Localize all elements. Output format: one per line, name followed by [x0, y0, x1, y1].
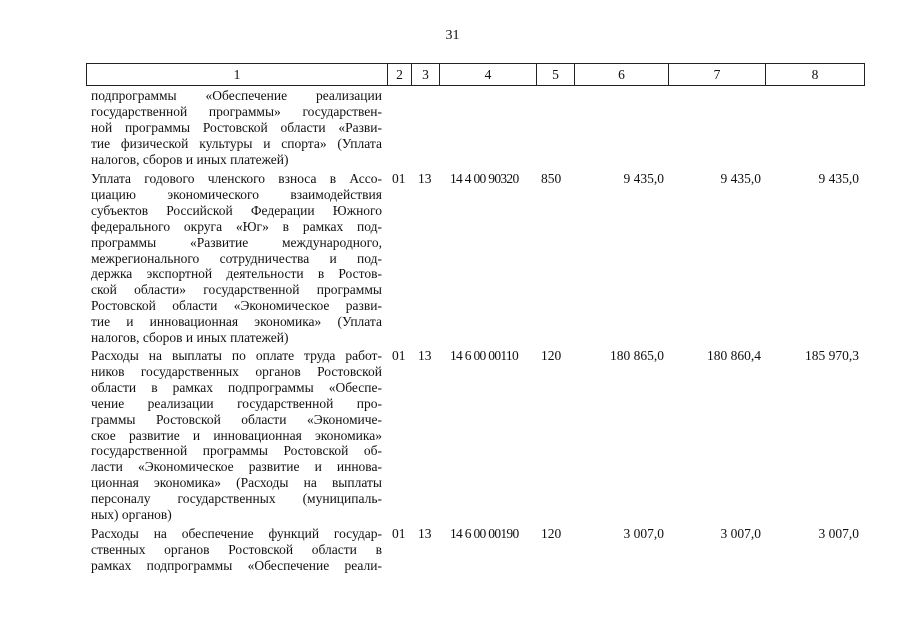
row-description [91, 348, 382, 523]
page-number: 31 [445, 28, 460, 43]
description-line: рамках подпрограммы «Обеспечение реали- [91, 557, 382, 573]
description-line: Расходы на выплаты по оплате труда работ- [91, 348, 382, 363]
table-header [86, 63, 865, 86]
expense-type-code: 120 [541, 526, 562, 541]
description-line: ской области» государственной программы [91, 282, 382, 298]
section-code: 01 [392, 526, 406, 541]
description-line: межрегионального сотрудничества и под- [91, 250, 382, 266]
description-line: ласти «Экономическое развитие и иннова- [91, 459, 382, 475]
description-line: налогов, сборов и иных платежей) [91, 151, 289, 167]
description-line: государственной программы Ростовской об- [91, 443, 382, 459]
amount-col-7: 180 860,4 [707, 348, 761, 363]
amount-col-6: 9 435,0 [623, 171, 664, 186]
amount-col-6: 180 865,0 [610, 348, 664, 363]
amount-col-7: 3 007,0 [720, 526, 761, 541]
description-line: программы «Развитие международного, [91, 234, 382, 250]
header-col-4: 4 [439, 64, 536, 85]
description-line: Расходы на обеспечение функций государ- [91, 526, 382, 541]
header-col-3: 3 [411, 64, 439, 85]
row-description [91, 526, 382, 574]
subsection-code: 13 [418, 171, 432, 186]
description-line: Ростовской области «Экономическое разви- [91, 298, 382, 314]
header-col-7: 7 [668, 64, 765, 85]
description-line: области в рамках подпрограммы «Обеспе- [91, 379, 382, 395]
description-line: Уплата годового членского взноса в Ассо- [91, 171, 382, 186]
header-col-5: 5 [536, 64, 574, 85]
description-line: персоналу государственных (муниципаль- [91, 491, 382, 507]
header-col-1: 1 [233, 67, 241, 82]
row-description [91, 171, 382, 346]
description-line: ных) органов) [91, 507, 172, 523]
row-description [91, 88, 382, 168]
description-line: граммы Ростовской области «Экономиче- [91, 411, 382, 427]
target-article-code: 14 4 00 90320 [450, 171, 519, 186]
description-line: ственных органов Ростовской области в [91, 541, 382, 557]
description-line: циацию экономического взаимодействия [91, 186, 382, 202]
description-line: ционная экономика» (Расходы на выплаты [91, 475, 382, 491]
amount-col-6: 3 007,0 [623, 526, 664, 541]
amount-col-8: 185 970,3 [805, 348, 859, 363]
description-line: ной программы Ростовской области «Разви- [91, 119, 382, 135]
header-col-2: 2 [387, 64, 411, 85]
description-line: тие физической культуры и спорта» (Уплата [91, 135, 382, 151]
expense-type-code: 120 [541, 348, 562, 363]
description-line: государственной программы» государствен- [91, 103, 382, 119]
description-line: ское развитие и инновационная экономика» [91, 427, 382, 443]
target-article-code: 14 6 00 00190 [450, 526, 519, 541]
description-line: держка экспортной деятельности в Ростов- [91, 266, 382, 282]
amount-col-7: 9 435,0 [720, 171, 761, 186]
description-line: субъектов Российской Федерации Южного [91, 202, 382, 218]
expense-type-code: 850 [541, 171, 562, 186]
description-line: тие и инновационная экономика» (Уплата [91, 314, 382, 330]
description-line: чение реализации государственной про- [91, 395, 382, 411]
subsection-code: 13 [418, 348, 432, 363]
header-col-6: 6 [574, 64, 668, 85]
description-line: ников государственных органов Ростовской [91, 363, 382, 379]
header-col-8: 8 [765, 64, 864, 85]
amount-col-8: 9 435,0 [818, 171, 859, 186]
section-code: 01 [392, 348, 406, 363]
description-line: налогов, сборов и иных платежей) [91, 330, 289, 346]
amount-col-8: 3 007,0 [818, 526, 859, 541]
section-code: 01 [392, 171, 406, 186]
subsection-code: 13 [418, 526, 432, 541]
description-line: подпрограммы «Обеспечение реализации [91, 88, 382, 103]
description-line: федерального округа «Юг» в рамках под- [91, 218, 382, 234]
target-article-code: 14 6 00 00110 [450, 348, 519, 363]
